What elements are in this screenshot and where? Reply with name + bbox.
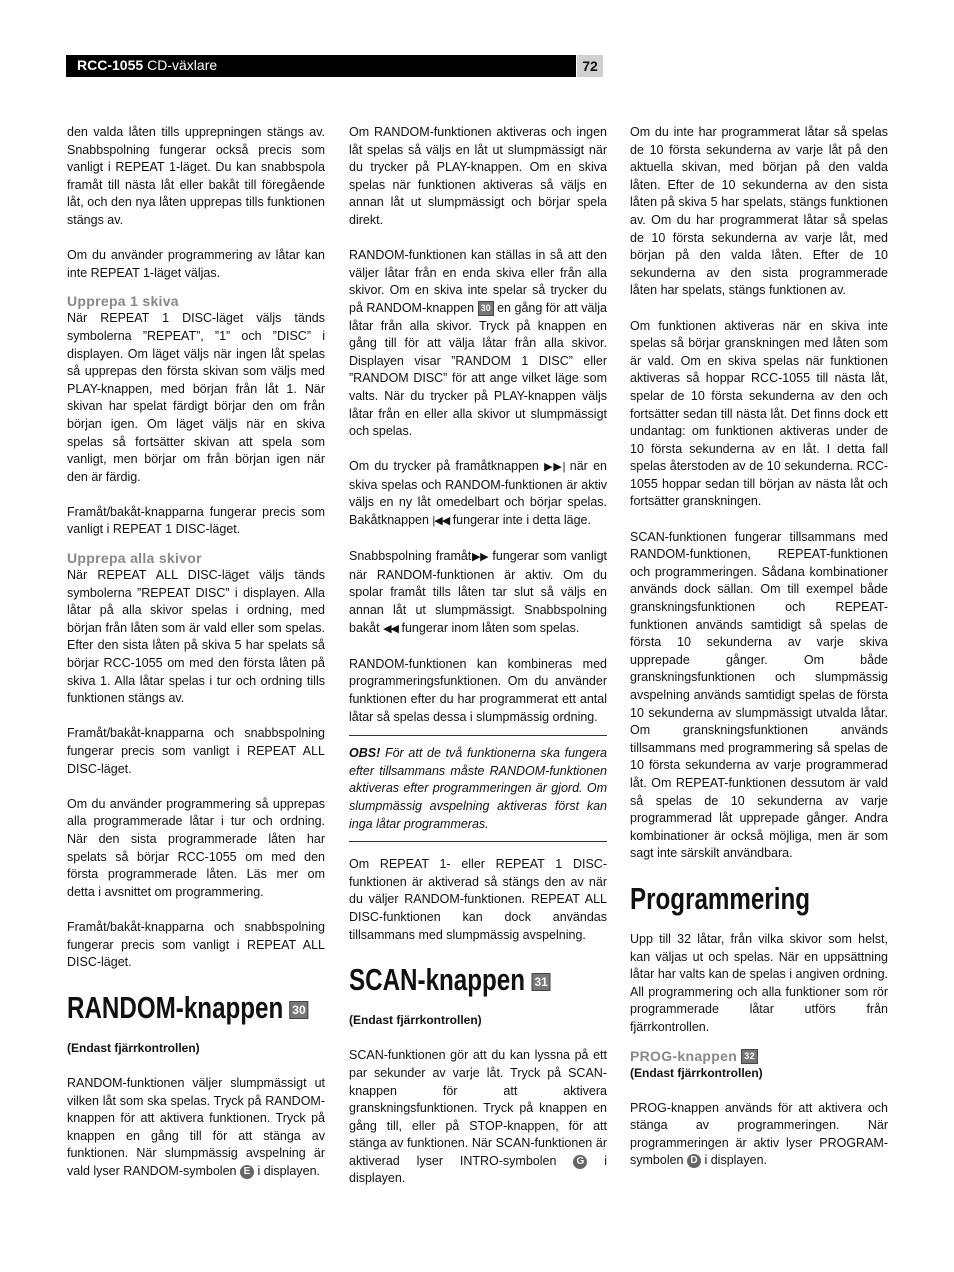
text: när en skiva spelas och RANDOM-funktionen är aktiv väljs en ny låt omedelbart och börjar spelas. Bakåtknappen [349,459,607,528]
text: fungerar som vanligt när RANDOM-funktionen är aktiv. Om du spolar framåt tills låten tar slut så väljs en annan låt ut slumpmässigt. Snabbspolning bakåt [349,549,607,635]
button-number-badge: 30 [478,301,494,316]
text: RANDOM-funktionen kan ställas in så att den väljer låtar från en enda skiva eller från alla skivor. Om en skiva inte spelar så trycker du på RANDOM-knappen [349,248,607,315]
section-heading-repeat-1-disc: Upprepa 1 skiva [67,293,179,310]
paragraph: Om du inte har programmerat låtar så spelas de 10 första sekunderna av varje låt på den aktuella skivan, med början på den valda låten. Efter de 10 sekunderna av den sista låten på skiva 5 har spelats, stängs funktionen av. Om du har programmerat låtar så spelas de 10 första sekunderna av varje låt, med början på den valda låten. Efter de 10 sekunderna av den sista programmerade låten har spelats, stängs funktionen av. [630,125,888,298]
skip-forward-icon: ▶▶| [544,461,565,474]
button-number-badge: 32 [741,1049,758,1064]
paragraph: Framåt/bakåt-knapparna och snabbspolning fungerar precis som vanligt i REPEAT ALL DISC-läget. [67,919,325,970]
paragraph [67,1075,325,1181]
rewind-icon: ◀◀ [383,622,398,635]
page-number: 72 [577,55,603,77]
paragraph: Om funktionen aktiveras när en skiva inte spelas så börjar granskningen med låten som är vald. Om en skiva spelas när funktionen aktiveras så hoppar RCC-1055 till nästa låt, spelar de 10 första sekunderna av den och fortsätter sedan till nästa låt. Det finns dock ett undantag: om funktionen aktiveras under de 10 första sekunderna av en låt. I detta fall spelas återstoden av de 10 sekunderna. RCC-1055 hoppar sedan till början av nästa låt och fortsätter granskningen. [630,318,888,509]
paragraph: Framåt/bakåt-knapparna och snabbspolning fungerar precis som vanligt i REPEAT ALL DISC-läget. [67,726,325,776]
paragraph [349,247,607,441]
column-right [630,124,888,1188]
text: PROG-knappen används för att aktivera och stänga av programmeringen. När programmeringen är aktiv lyser PROGRAM-symbolen [630,1100,888,1168]
product-type: CD-växlare [147,57,218,73]
paragraph [630,1100,888,1170]
heading-text: PROG-knappen [630,1047,738,1064]
note-box [349,745,607,842]
note-text: För att de två funktionerna ska fungera efter tillsammans måste RANDOM-funktionen aktiveras efter programmeringen är gjord. Om slumpmässig avspelning aktiveras först kan inga låtar programmeras. [349,746,607,831]
fast-forward-icon: ▶▶ [471,551,489,564]
section-heading-prog-button [630,1047,888,1065]
paragraph: Om RANDOM-funktionen aktiveras och ingen låt spelas så väljs en låt ut slumpmässigt när du trycker på PLAY-knappen. Om en skiva spelas när funktionen aktiveras så väljs en annan låt ut slumpmässigt och börjar spela direkt. [349,125,607,227]
button-number-badge: 31 [531,973,550,991]
paragraph [349,458,607,530]
text: i displayen. [257,1163,320,1178]
random-symbol-icon: E [240,1165,254,1179]
text: i displayen. [704,1153,768,1168]
text: Om du trycker på framåtknappen [349,459,539,474]
paragraph: Om REPEAT 1- eller REPEAT 1 DISC-funktionen är aktiverad så stängs den av när du väljer RANDOM-funktionen. REPEAT ALL DISC-funktionen kan dock användas tillsammans med slumpmässig avspelning. [349,857,607,942]
remote-only-note: (Endast fjärrkontrollen) [67,1040,200,1055]
paragraph [349,548,607,638]
program-symbol-icon: D [687,1154,701,1168]
paragraph: Framåt/bakåt-knapparna fungerar precis som vanligt i REPEAT 1 DISC-läget. [67,504,325,537]
heading-random-button [67,989,306,1026]
text: i displayen. [349,1153,607,1186]
paragraph: Om du använder programmering av låtar kan inte REPEAT 1-läget väljas. [67,248,325,280]
remote-only-note: (Endast fjärrkontrollen) [349,1013,482,1028]
text: RANDOM-funktionen väljer slumpmässigt ut vilken låt som ska spelas. Tryck på RANDOM-knappen för att aktivera funktionen. Tryck på knappen en gång till för att stänga av funktionen. När slumpmässig avspelning är vald lyser RANDOM-symbolen [67,1075,325,1178]
paragraph: När REPEAT ALL DISC-läget väljs tänds symbolerna ”REPEAT DISC” i displayen. Alla låtar på alla skivor spelas i ordning, med början från låten som är vald eller som spelas. Efter den sista låten på skiva 5 har spelats så börjar RCC-1055 om med den första låten på skiva 1. Alla låtar spelas i tur och ordning tills funktionen stängs av. [67,568,325,706]
button-number-badge: 30 [290,1001,309,1019]
paragraph: Upp till 32 låtar, från vilka skivor som helst, kan väljas ut och spelas. När en uppsättning låtar har valts kan de spelas i angiven ordning. All programmering och alla funktioner som rör programmerade låtar utförs från fjärrkontrollen. [630,931,888,1034]
paragraph: den valda låten tills upprepningen stängs av. Snabbspolning fungerar också precis som vanligt i REPEAT 1-läget. Du kan snabbspola framåt till nästa låt eller bakåt till föregående låt, och den nya låten upprepas tills funktionen stängs av. [67,125,325,227]
text: fungerar inte i detta läge. [452,513,591,528]
model-name: RCC-1055 [77,57,144,73]
text: SCAN-funktionen gör att du kan lyssna på ett par sekunder av varje låt. Tryck på SCAN-knappen för att aktivera granskningsfunktionen. Tryck på knappen en gång till, eller på STOP-knappen, för att stänga av funktionen. När SCAN-funktionen är aktiverad lyser INTRO-symbolen [349,1048,607,1168]
paragraph: Om du använder programmering så upprepas alla programmerade låtar i tur och ordning. När den sista programmerade låten har spelats så börjar RCC-1055 om med den första programmerade låten. Läs mer om detta i avsnittet om programmering. [67,796,325,899]
column-left [67,124,325,1198]
heading-text: SCAN-knappen [349,962,525,998]
text: fungerar inom låten som spelas. [401,620,580,635]
note-label: OBS! [349,746,381,761]
paragraph: När REPEAT 1 DISC-läget väljs tänds symbolerna ”REPEAT”, ”1” och ”DISC” i displayen. Om läget väljs när ingen låt spelas så upprepas den första skivan som väljs med PLAY-knappen, med början från låt 1. När skivan har spelat färdigt börjar den om från början igen. Om läget väljs när en skiva spelas så fortsätter skivan att spela som vanligt, men börjar om från början igen när den är färdig. [67,311,325,484]
paragraph [349,1047,607,1188]
remote-only-note: (Endast fjärrkontrollen) [630,1065,763,1080]
heading-text: RANDOM-knappen [67,989,284,1025]
heading-programming: Programmering [630,880,811,916]
section-heading-repeat-all: Upprepa alla skivor [67,550,202,567]
intro-symbol-icon: G [573,1155,587,1169]
header-title [77,57,217,73]
text: en gång för att välja låtar från alla skivor. Tryck på knappen en gång till för att välja låtar från alla skivor. Displayen visar ”RANDOM 1 DISC” eller ”RANDOM DISC” för att ange vilket läge som valts. När du trycker på PLAY-knappen väljs låtar från en eller alla skivor ut slumpmässigt och spelas. [349,300,607,439]
paragraph: SCAN-funktionen fungerar tillsammans med RANDOM-funktionen, REPEAT-funktionen och programmeringen. Sådana kombinationer används dock sällan. Om till exempel både granskningsfunktionen och REPEAT-funktionen används samtidigt så spelas de första 10 sekunderna av varje skiva upprepade gånger. Om både granskningsfunktionen och slumpmässig avspelning används samtidigt spelas de första 10 sekunderna av slumpmässigt utvalda låtar. Om granskningsfunktionen används tillsammans med programmering så spelas de 10 första sekunderna av varje programmerad låt. Om REPEAT-funktionen dessutom är vald så spelas de 10 sekunderna av varje programmerad låt upprepade gånger. Andra kombinationer är också möjliga, men är som sagt inte särskilt användbara. [630,529,888,861]
skip-back-icon: |◀◀ [432,515,450,528]
text: Snabbspolning framåt [349,549,472,564]
heading-scan-button [349,962,550,998]
column-middle [349,124,607,1206]
paragraph: RANDOM-funktionen kan kombineras med programmeringsfunktionen. Om du använder funktionen efter du har programmerat ett antal låtar så spelas dessa i slumpmässig ordning. [349,656,607,736]
